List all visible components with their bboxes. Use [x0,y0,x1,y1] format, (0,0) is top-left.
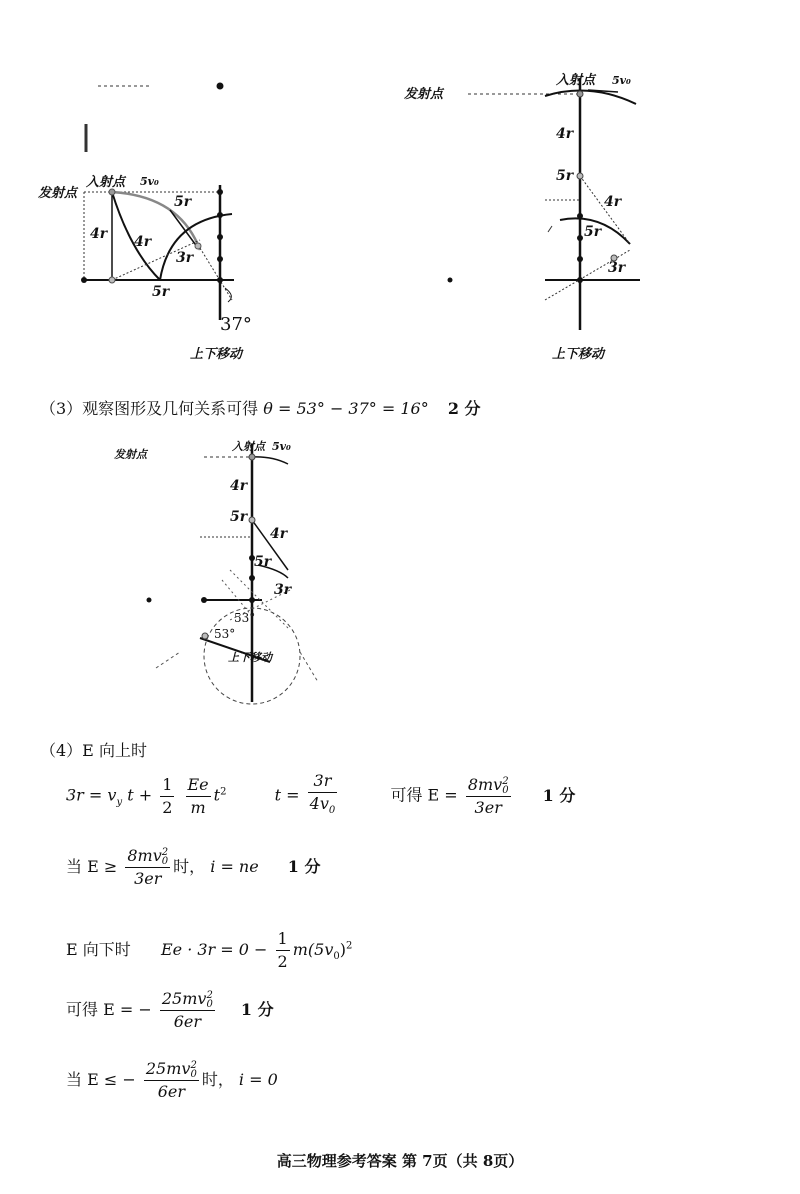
figure-3 [0,420,800,740]
part3-score: 2 分 [447,399,481,418]
e2-supsub [206,991,212,1009]
fig1-dot-top [217,83,224,90]
part3-text: （3）观察图形及几何关系可得 [40,399,259,418]
fig2-label: 5r [556,168,574,184]
e2-sup: 2 [206,990,213,1001]
t-eq: t = [274,785,300,805]
part4-heading: （4）E 向上时 [40,741,147,760]
fig1-angle-label: 37° [220,314,252,335]
fig2-entry-label: 入射点 [556,73,596,88]
fig1-caption: 上下移动 [190,347,243,362]
fig3-dot [202,633,208,639]
eq2-sub: 0 [333,951,340,963]
eq1-sub: y [116,796,123,808]
eq2-half [276,928,290,973]
when1-frac [125,845,170,890]
when1-supsub [162,848,168,866]
page-footer: 高三物理参考答案 第 7页（共 8页） [276,1152,524,1170]
fig1-label: 4r [134,234,152,250]
e1-supsub [502,777,508,795]
fig2-dot [577,256,583,262]
t-num: 3r [308,770,338,793]
fig1-diag2-dotted [200,248,232,300]
eq1-half-num: 1 [160,774,174,797]
fig3-angle-label: 53° [234,611,256,625]
eq1-sq: 2 [220,786,227,798]
eq1-half [160,774,174,819]
part4-condition-2 [66,1058,278,1103]
fig3-entry-label: 入射点 [232,440,265,453]
eq1-ee-frac [186,774,211,819]
fig3-label: 5r [254,554,272,570]
fig3-label: 4r [230,478,248,494]
fig1-dot [217,234,223,240]
part4-equation-1 [66,770,575,822]
fig2-label: 5r [584,224,602,240]
when1-num-wrap [125,845,170,868]
fig3-dot [249,597,255,603]
fig1-entry-label: 入射点 [86,175,126,190]
fig1-gray-dot [195,243,201,249]
fig3-launch-label: 发射点 [114,448,147,461]
eq2-half-den: 2 [277,952,288,971]
e2-num: 25mv [161,989,207,1008]
t-den-wrap [308,793,338,822]
fig2-dotted [548,226,552,232]
fig3-top-arc [252,457,288,464]
e1-num-wrap [466,774,511,797]
e1-sub: 0 [502,784,509,796]
fig1-dot [217,256,223,262]
when1-sub: 0 [161,856,169,867]
when2-sub: 0 [190,1069,197,1080]
fig1-label: 3r [176,250,194,266]
eq1-lhs: 3r = v [66,785,117,805]
e1-den: 3er [474,797,502,817]
when2-supsub [190,1061,196,1079]
fig2-dot [577,235,583,241]
eq2-tail: m(5v [292,940,334,959]
fig1-label: 5r [174,194,192,210]
fig2-dot [577,91,583,97]
e1-sup: 2 [502,775,509,787]
fig2-dot [577,173,583,179]
fig1-dot [81,277,87,283]
fig3-label: 5r [230,509,248,525]
fig3-dot [201,597,207,603]
fig2-label: 4r [556,126,574,142]
fig3-stray-dot [147,598,152,603]
eq1-half-den: 2 [162,797,173,817]
part3-line [40,396,481,419]
t-frac [308,770,338,822]
part3-equation: θ = 53° − 37° = 16° [263,399,429,418]
when2-frac [144,1058,199,1103]
fig2-label: 3r [608,260,626,276]
when2: 当 E ≤ − [66,1070,136,1089]
i1: i = ne [210,857,259,876]
fig1-dot [217,212,223,218]
fig3-label: 4r [270,526,288,542]
e2-sub: 0 [206,999,213,1010]
fig1-gray-dot [109,277,115,283]
when2-tail: 时， [201,1070,234,1089]
fig1-dot [217,277,223,283]
when1-den: 3er [134,869,162,888]
fig1-dot [217,189,223,195]
fig3-dotted [156,652,180,668]
fig1-label: 4r [90,226,108,242]
fig1-launch-label: 发射点 [38,186,78,201]
e1-frac [466,774,511,819]
fig2-top-arc [545,91,636,104]
fig2-label: 4r [604,194,622,210]
fig3-caption: 上下移动 [228,651,272,664]
fig2-velocity-label: 5v₀ [612,74,631,87]
eq2-half-num: 1 [276,928,290,951]
fig3-dot [249,454,255,460]
when1: 当 E ≥ [66,857,118,876]
fig2-caption: 上下移动 [552,347,605,362]
can-get-1: 可得 E = [390,785,458,805]
part4-result-2 [66,988,274,1033]
when1-sup: 2 [161,847,169,858]
figure-1 [0,0,800,380]
when2-sup: 2 [190,1060,197,1071]
part4-down-line [66,928,352,973]
fig3-angle-label: 53° [214,627,236,641]
fig2-dot [577,277,583,283]
fig3-dot [249,517,255,523]
eq2-close: ) [339,940,346,959]
when1-tail: 时， [173,857,206,876]
t-den-sub: 0 [328,805,336,817]
fig2-launch-label: 发射点 [404,87,444,102]
fig3-dot [249,575,255,581]
fig2-dot [577,213,583,219]
fig3-dotted [300,652,318,682]
when2-num-wrap [144,1058,199,1081]
fig1-velocity-label: 5v₀ [140,175,159,188]
e2-frac [160,988,215,1033]
fig1-label: 5r [152,284,170,300]
e2-den: 6er [173,1012,201,1031]
eq1-ee-den: m [190,797,206,817]
part4-condition-1 [66,845,321,890]
eq2: Ee · 3r = 0 − [160,940,268,959]
when2-num: 25mv [145,1059,191,1078]
fig3-label: 3r [274,582,292,598]
eq2-sq: 2 [346,940,353,952]
eq1-t: t [213,785,221,805]
score-2: 1 分 [287,857,321,876]
fig2-stray-dot [448,278,453,283]
eq1-ee-num: Ee [186,774,211,797]
can-get-2: 可得 E = − [66,1000,152,1019]
when1-num: 8mv [127,846,162,865]
down-heading: E 向下时 [66,940,131,959]
fig3-velocity-label: 5v₀ [272,440,291,453]
e2-num-wrap [160,988,215,1011]
score-1: 1 分 [542,785,576,805]
t-den: 4v [309,794,329,813]
when2-den: 6er [157,1082,185,1101]
i2: i = 0 [238,1070,278,1089]
score-3: 1 分 [240,1000,274,1019]
e1-num: 8mv [467,774,503,794]
eq1-mid: t + [127,785,153,805]
